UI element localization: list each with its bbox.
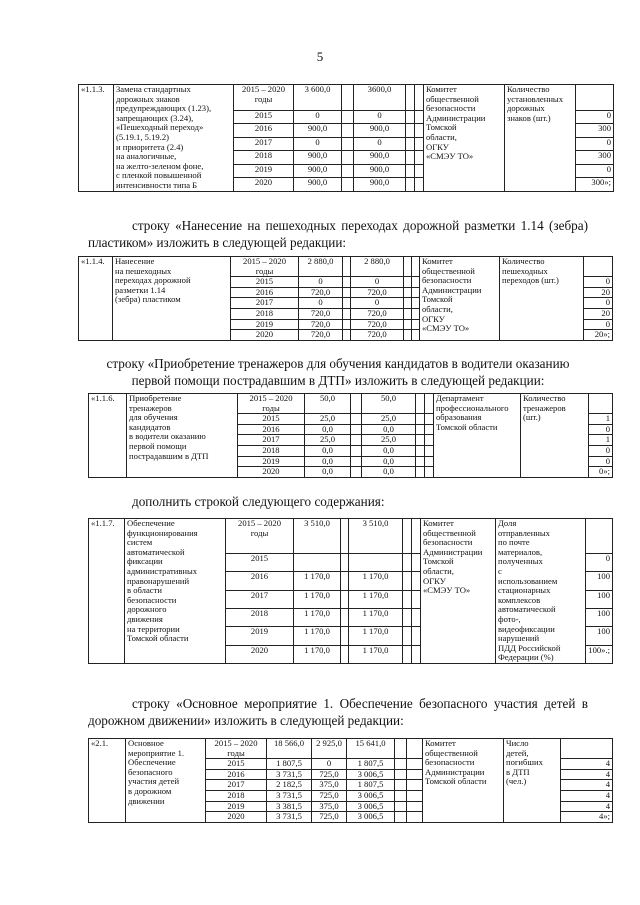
local-amount-cell (403, 590, 412, 608)
federal-amount-cell (351, 456, 362, 467)
extra-budget-cell (415, 151, 424, 164)
total-amount-cell: 1 170,0 (294, 645, 341, 663)
year-cell: 2015 (206, 759, 267, 770)
total-amount-cell: 50,0 (305, 394, 351, 414)
instruction-paragraph: дополнить строкой следующего содержания: (132, 494, 385, 509)
local-amount-cell (406, 151, 415, 164)
extra-budget-cell (412, 590, 421, 608)
total-amount-cell: 1 170,0 (294, 608, 341, 626)
total-amount-cell: 900,0 (294, 124, 342, 137)
year-cell: 2018 (238, 445, 305, 456)
extra-budget-cell (407, 812, 423, 823)
extra-budget-cell (412, 257, 420, 277)
year-cell: 2017 (231, 298, 299, 309)
responsible-executor: Департамент профессионального образования Томской области (434, 394, 521, 478)
federal-amount-cell: 725,0 (312, 769, 347, 780)
indicator-name: Число детей, погибших в ДТП (чел.) (504, 739, 561, 823)
local-amount-cell (403, 572, 412, 590)
year-cell: 2016 (226, 572, 294, 590)
table-row (79, 85, 614, 111)
extra-budget-cell (415, 110, 424, 123)
year-cell: 2020 (206, 812, 267, 823)
local-amount-cell (406, 85, 415, 111)
regional-amount-cell: 3 006,5 (347, 812, 395, 823)
federal-amount-cell: 0 (312, 759, 347, 770)
extra-budget-cell (425, 394, 434, 414)
year-cell: 2019 (234, 164, 294, 177)
federal-amount-cell (343, 319, 351, 330)
year-cell: 2017 (206, 780, 267, 791)
indicator-value-cell: 100 (586, 627, 613, 645)
extra-budget-cell (412, 287, 420, 298)
instruction-paragraph: строку «Приобретение тренажеров для обучения кандидатов в водители оказанию первой помощи пострадавшим в ДТП» изложить в следующей редакции: (106, 356, 570, 388)
extra-budget-cell (412, 627, 421, 645)
indicator-name: Количество тренажеров (шт.) (521, 394, 589, 478)
regional-amount-cell: 720,0 (351, 308, 404, 319)
extra-budget-cell (407, 769, 423, 780)
measure-code: «2.1. (89, 739, 126, 823)
total-amount-cell: 3 731,5 (267, 812, 312, 823)
extra-budget-cell (412, 572, 421, 590)
federal-amount-cell (341, 608, 349, 626)
local-amount-cell (404, 319, 412, 330)
regional-amount-cell: 1 807,5 (347, 780, 395, 791)
regional-amount-cell: 720,0 (351, 330, 404, 341)
year-cell: 2020 (231, 330, 299, 341)
regional-amount-cell: 25,0 (362, 414, 416, 425)
federal-amount-cell (342, 110, 354, 123)
federal-amount-cell (343, 257, 351, 277)
federal-amount-cell (342, 85, 354, 111)
total-amount-cell: 0 (299, 298, 343, 309)
federal-amount-cell (351, 467, 362, 478)
total-amount-cell: 900,0 (294, 151, 342, 164)
regional-amount-cell: 1 170,0 (349, 572, 403, 590)
indicator-value-cell: 0 (576, 137, 614, 150)
local-amount-cell (416, 445, 425, 456)
local-amount-cell (403, 608, 412, 626)
regional-amount-cell: 3 006,5 (347, 801, 395, 812)
year-cell: 2018 (226, 608, 294, 626)
year-cell: 2018 (231, 308, 299, 319)
local-amount-cell (395, 790, 407, 801)
regional-amount-cell: 3 510,0 (349, 519, 403, 554)
extra-budget-cell (407, 790, 423, 801)
local-amount-cell (416, 424, 425, 435)
local-amount-cell (406, 124, 415, 137)
local-amount-cell (404, 308, 412, 319)
federal-amount-cell (342, 137, 354, 150)
indicator-value-cell (586, 519, 613, 554)
indicator-value-cell: 4 (561, 790, 613, 801)
table-measure-1-1-7 (88, 518, 613, 664)
table-measure-2-1 (88, 738, 613, 823)
local-amount-cell (403, 645, 412, 663)
local-amount-cell (406, 178, 415, 192)
indicator-name: Доля отправленных по почте материалов, полученных с использованием стационарных комплексов автоматической фото-, видеофиксации нарушений ПДД Российской Федерации (%) (496, 519, 586, 664)
total-amount-cell: 720,0 (299, 319, 343, 330)
indicator-value-cell: 0 (586, 553, 613, 571)
extra-budget-cell (412, 553, 421, 571)
indicator-value-cell: 4 (561, 759, 613, 770)
regional-amount-cell: 0 (351, 277, 404, 288)
extra-budget-cell (412, 277, 420, 288)
regional-amount-cell: 2 880,0 (351, 257, 404, 277)
federal-amount-cell (343, 298, 351, 309)
federal-amount-cell: 2 925,0 (312, 739, 347, 759)
extra-budget-cell (425, 445, 434, 456)
federal-amount-cell (351, 445, 362, 456)
regional-amount-cell: 900,0 (354, 124, 406, 137)
extra-budget-cell (415, 164, 424, 177)
local-amount-cell (416, 394, 425, 414)
total-amount-cell: 0,0 (305, 467, 351, 478)
total-amount-cell: 0 (294, 110, 342, 123)
year-cell: 2019 (206, 801, 267, 812)
indicator-value-cell: 20»; (584, 330, 613, 341)
total-amount-cell: 0 (299, 277, 343, 288)
total-amount-cell: 18 566,0 (267, 739, 312, 759)
extra-budget-cell (412, 298, 420, 309)
page-number: 5 (316, 49, 324, 64)
table-measure-1-1-4 (78, 256, 613, 341)
table-measure-1-1-6 (88, 393, 613, 478)
extra-budget-cell (425, 467, 434, 478)
regional-amount-cell: 0 (354, 137, 406, 150)
indicator-value-cell: 0 (589, 445, 613, 456)
table-row (89, 394, 613, 414)
federal-amount-cell (351, 414, 362, 425)
local-amount-cell (416, 467, 425, 478)
local-amount-cell (395, 801, 407, 812)
federal-amount-cell (342, 124, 354, 137)
federal-amount-cell (351, 424, 362, 435)
measure-code: «1.1.3. (79, 85, 114, 192)
year-cell: 2016 (231, 287, 299, 298)
indicator-value-cell: 4»; (561, 812, 613, 823)
instruction-paragraph: строку «Нанесение на пешеходных переходах дорожной разметки 1.14 (зебра) пластиком» изложить в следующей редакции: (88, 218, 588, 250)
measure-code: «1.1.6. (89, 394, 127, 478)
federal-amount-cell: 375,0 (312, 780, 347, 791)
regional-amount-cell: 3600,0 (354, 85, 406, 111)
indicator-value-cell: 1 (589, 414, 613, 425)
federal-amount-cell (341, 590, 349, 608)
total-amount-cell: 900,0 (294, 178, 342, 192)
local-amount-cell (403, 553, 412, 571)
table-measure-1-1-3 (78, 84, 614, 192)
indicator-value-cell: 20 (584, 308, 613, 319)
year-cell: 2015 (238, 414, 305, 425)
indicator-value-cell: 300»; (576, 178, 614, 192)
indicator-value-cell (589, 394, 613, 414)
local-amount-cell (404, 298, 412, 309)
regional-amount-cell: 900,0 (354, 164, 406, 177)
local-amount-cell (403, 519, 412, 554)
year-cell: 2017 (234, 137, 294, 150)
local-amount-cell (395, 780, 407, 791)
table-row (89, 519, 613, 554)
year-cell: 2015 – 2020 годы (238, 394, 305, 414)
extra-budget-cell (415, 85, 424, 111)
regional-amount-cell: 3 006,5 (347, 769, 395, 780)
total-amount-cell: 1 170,0 (294, 572, 341, 590)
table-row (89, 739, 613, 759)
total-amount-cell (294, 553, 341, 571)
federal-amount-cell (341, 627, 349, 645)
total-amount-cell: 3 510,0 (294, 519, 341, 554)
year-cell: 2015 – 2020 годы (231, 257, 299, 277)
indicator-name: Количество установленных дорожных знаков (шт.) (505, 85, 576, 192)
regional-amount-cell: 1 807,5 (347, 759, 395, 770)
total-amount-cell: 1 807,5 (267, 759, 312, 770)
total-amount-cell: 3 381,5 (267, 801, 312, 812)
regional-amount-cell: 15 641,0 (347, 739, 395, 759)
extra-budget-cell (425, 414, 434, 425)
extra-budget-cell (412, 608, 421, 626)
indicator-value-cell: 4 (561, 769, 613, 780)
indicator-value-cell: 100 (586, 572, 613, 590)
responsible-executor: Комитет общественной безопасности Администрации Томской области, ОГКУ «СМЭУ ТО» (421, 519, 496, 664)
federal-amount-cell (341, 553, 349, 571)
regional-amount-cell: 900,0 (354, 151, 406, 164)
year-cell: 2016 (234, 124, 294, 137)
table-row (79, 257, 613, 277)
federal-amount-cell (342, 164, 354, 177)
local-amount-cell (403, 627, 412, 645)
responsible-executor: Комитет общественной безопасности Администрации Томской области, ОГКУ «СМЭУ ТО» (420, 257, 500, 341)
indicator-name: Количество пешеходных переходов (шт.) (500, 257, 584, 341)
local-amount-cell (404, 287, 412, 298)
federal-amount-cell (351, 394, 362, 414)
regional-amount-cell: 50,0 (362, 394, 416, 414)
indicator-value-cell: 0 (589, 424, 613, 435)
measure-code: «1.1.4. (79, 257, 113, 341)
total-amount-cell: 2 880,0 (299, 257, 343, 277)
indicator-value-cell: 1 (589, 435, 613, 446)
responsible-executor: Комитет общественной безопасности Администрации Томской области (423, 739, 504, 823)
federal-amount-cell (343, 287, 351, 298)
federal-amount-cell (341, 572, 349, 590)
regional-amount-cell: 0 (354, 110, 406, 123)
federal-amount-cell (351, 435, 362, 446)
extra-budget-cell (425, 424, 434, 435)
year-cell: 2019 (231, 319, 299, 330)
total-amount-cell: 0 (294, 137, 342, 150)
total-amount-cell: 900,0 (294, 164, 342, 177)
indicator-value-cell: 4 (561, 801, 613, 812)
extra-budget-cell (412, 519, 421, 554)
year-cell: 2015 (234, 110, 294, 123)
regional-amount-cell: 900,0 (354, 178, 406, 192)
indicator-value-cell: 300 (576, 151, 614, 164)
regional-amount-cell: 0,0 (362, 424, 416, 435)
year-cell: 2016 (206, 769, 267, 780)
regional-amount-cell: 720,0 (351, 287, 404, 298)
measure-name: Основное мероприятие 1. Обеспечение безопасного участия детей в дорожном движении (126, 739, 206, 823)
local-amount-cell (395, 739, 407, 759)
year-cell: 2020 (226, 645, 294, 663)
indicator-value-cell (584, 257, 613, 277)
federal-amount-cell (342, 178, 354, 192)
total-amount-cell: 720,0 (299, 308, 343, 319)
indicator-value-cell: 20 (584, 287, 613, 298)
indicator-value-cell: 0 (584, 277, 613, 288)
regional-amount-cell: 1 170,0 (349, 627, 403, 645)
indicator-value-cell: 0 (589, 456, 613, 467)
extra-budget-cell (412, 308, 420, 319)
local-amount-cell (404, 257, 412, 277)
total-amount-cell: 1 170,0 (294, 590, 341, 608)
year-cell: 2019 (238, 456, 305, 467)
indicator-value-cell: 100 (586, 608, 613, 626)
total-amount-cell: 720,0 (299, 330, 343, 341)
indicator-value-cell: 0»; (589, 467, 613, 478)
federal-amount-cell: 725,0 (312, 812, 347, 823)
total-amount-cell: 3 731,5 (267, 769, 312, 780)
total-amount-cell: 25,0 (305, 414, 351, 425)
year-cell: 2015 – 2020 годы (226, 519, 294, 554)
total-amount-cell: 0,0 (305, 456, 351, 467)
federal-amount-cell (343, 330, 351, 341)
local-amount-cell (416, 435, 425, 446)
indicator-value-cell: 0 (576, 164, 614, 177)
extra-budget-cell (407, 801, 423, 812)
extra-budget-cell (407, 759, 423, 770)
indicator-value-cell: 0 (584, 298, 613, 309)
year-cell: 2017 (238, 435, 305, 446)
total-amount-cell: 0,0 (305, 424, 351, 435)
federal-amount-cell (341, 645, 349, 663)
total-amount-cell: 25,0 (305, 435, 351, 446)
year-cell: 2020 (234, 178, 294, 192)
local-amount-cell (404, 330, 412, 341)
measure-name: Приобретение тренажеров для обучения кандидатов в водители оказанию первой помощи пострадавшим в ДТП (127, 394, 238, 478)
indicator-value-cell: 100».; (586, 645, 613, 663)
measure-name: Обеспечение функционирования систем автоматической фиксации административных правонарушений в области безопасности дорожного движения на территории Томской области (125, 519, 226, 664)
extra-budget-cell (415, 178, 424, 192)
federal-amount-cell (343, 308, 351, 319)
federal-amount-cell: 375,0 (312, 801, 347, 812)
total-amount-cell: 720,0 (299, 287, 343, 298)
indicator-value-cell: 0 (584, 319, 613, 330)
extra-budget-cell (412, 645, 421, 663)
total-amount-cell: 1 170,0 (294, 627, 341, 645)
year-cell: 2017 (226, 590, 294, 608)
year-cell: 2020 (238, 467, 305, 478)
local-amount-cell (404, 277, 412, 288)
federal-amount-cell (342, 151, 354, 164)
extra-budget-cell (425, 435, 434, 446)
local-amount-cell (416, 456, 425, 467)
year-cell: 2016 (238, 424, 305, 435)
extra-budget-cell (415, 137, 424, 150)
total-amount-cell: 3 731,5 (267, 790, 312, 801)
regional-amount-cell: 0 (351, 298, 404, 309)
regional-amount-cell: 0,0 (362, 456, 416, 467)
measure-code: «1.1.7. (89, 519, 125, 664)
local-amount-cell (395, 759, 407, 770)
extra-budget-cell (415, 124, 424, 137)
year-cell: 2015 (231, 277, 299, 288)
federal-amount-cell (341, 519, 349, 554)
local-amount-cell (406, 110, 415, 123)
local-amount-cell (416, 414, 425, 425)
instruction-paragraph: строку «Основное мероприятие 1. Обеспечение безопасного участия детей в дорожном движении» изложить в следующей редакции: (88, 696, 588, 728)
local-amount-cell (406, 137, 415, 150)
year-cell: 2015 (226, 553, 294, 571)
regional-amount-cell: 720,0 (351, 319, 404, 330)
year-cell: 2015 – 2020 годы (206, 739, 267, 759)
measure-name: Нанесение на пешеходных переходах дорожной разметки 1.14 (зебра) пластиком (113, 257, 231, 341)
extra-budget-cell (407, 739, 423, 759)
total-amount-cell: 0,0 (305, 445, 351, 456)
regional-amount-cell: 0,0 (362, 445, 416, 456)
responsible-executor: Комитет общественной безопасности Администрации Томской области, ОГКУ «СМЭУ ТО» (424, 85, 505, 192)
local-amount-cell (406, 164, 415, 177)
extra-budget-cell (425, 456, 434, 467)
regional-amount-cell: 1 170,0 (349, 590, 403, 608)
extra-budget-cell (412, 319, 420, 330)
indicator-value-cell (576, 85, 614, 111)
indicator-value-cell: 100 (586, 590, 613, 608)
year-cell: 2018 (234, 151, 294, 164)
local-amount-cell (395, 769, 407, 780)
extra-budget-cell (412, 330, 420, 341)
regional-amount-cell: 25,0 (362, 435, 416, 446)
federal-amount-cell: 725,0 (312, 790, 347, 801)
year-cell: 2018 (206, 790, 267, 801)
local-amount-cell (395, 812, 407, 823)
indicator-value-cell (561, 739, 613, 759)
regional-amount-cell: 1 170,0 (349, 608, 403, 626)
year-cell: 2019 (226, 627, 294, 645)
federal-amount-cell (343, 277, 351, 288)
indicator-value-cell: 0 (576, 110, 614, 123)
measure-name: Замена стандартных дорожных знаков предупреждающих (1.23), запрещающих (3.24), «Пешеходный переход» (5.19.1, 5.19.2) и приоритета (2.4) на аналогичные, на желто-зеленом фоне, с пленкой повышенной интенсивности типа Б (114, 85, 234, 192)
total-amount-cell: 2 182,5 (267, 780, 312, 791)
indicator-value-cell: 4 (561, 780, 613, 791)
regional-amount-cell: 3 006,5 (347, 790, 395, 801)
year-cell: 2015 – 2020 годы (234, 85, 294, 111)
regional-amount-cell (349, 553, 403, 571)
regional-amount-cell: 0,0 (362, 467, 416, 478)
total-amount-cell: 3 600,0 (294, 85, 342, 111)
extra-budget-cell (407, 780, 423, 791)
regional-amount-cell: 1 170,0 (349, 645, 403, 663)
indicator-value-cell: 300 (576, 124, 614, 137)
